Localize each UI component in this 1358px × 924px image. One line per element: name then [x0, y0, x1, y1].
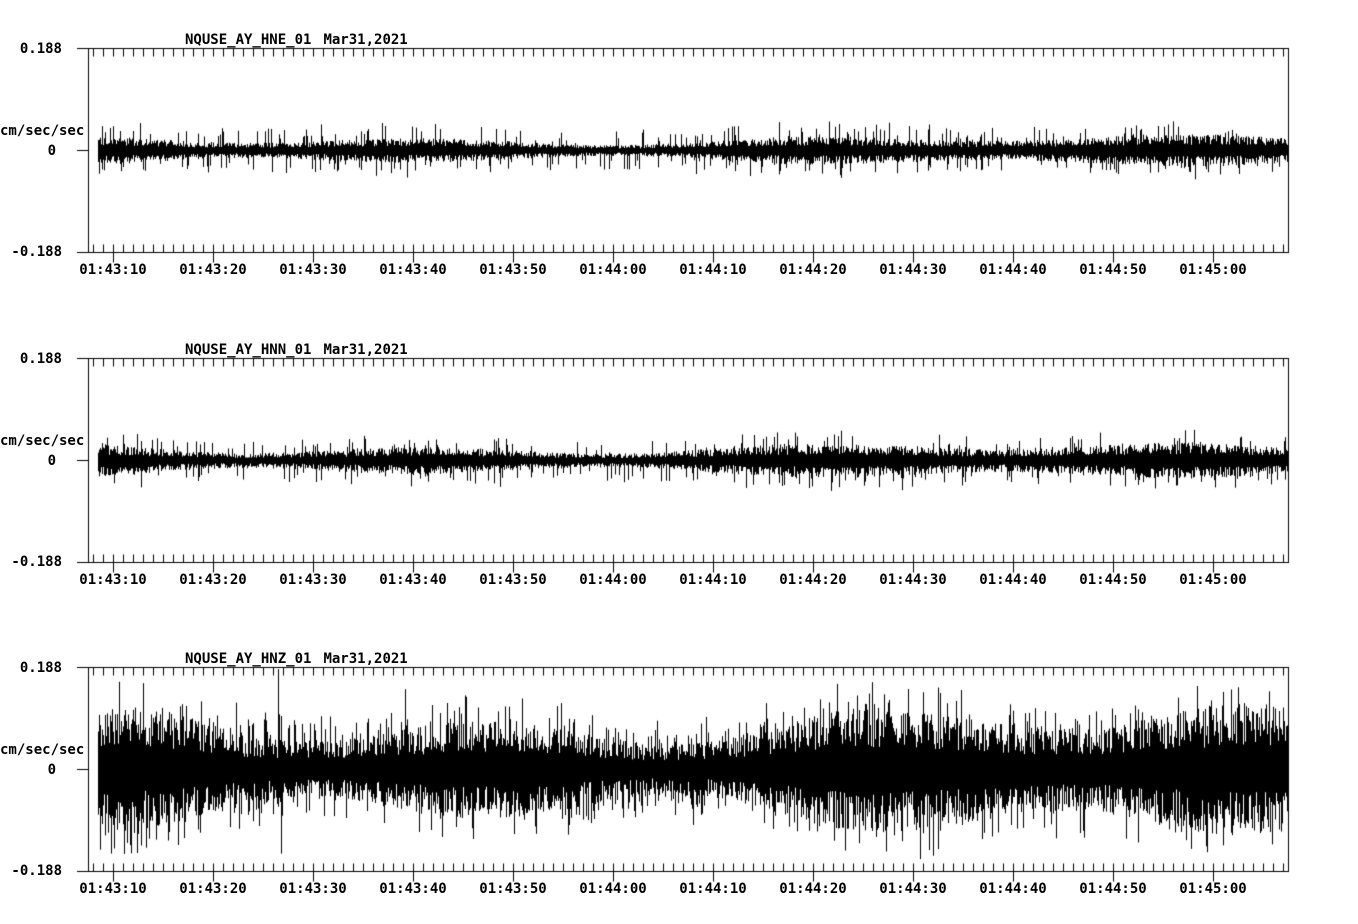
station-channel-label: NQUSE_AY_HNE_01: [185, 32, 312, 48]
x-axis-time-label: 01:44:50: [1079, 572, 1147, 588]
station-channel-label: NQUSE_AY_HNZ_01: [185, 651, 312, 667]
x-axis-time-label: 01:44:20: [779, 262, 847, 278]
ytick-max: 0.188: [19, 351, 62, 367]
x-axis-time-label: 01:43:40: [379, 881, 447, 897]
x-axis-time-label: 01:43:30: [279, 262, 347, 278]
x-axis-time-label: 01:44:30: [879, 572, 947, 588]
x-axis-tick-labels: [63, 881, 1263, 897]
ytick-zero: 0: [47, 762, 56, 778]
ytick-min: -0.188: [11, 244, 62, 260]
x-axis-time-label: 01:43:50: [479, 262, 547, 278]
x-axis-time-label: 01:43:20: [179, 881, 247, 897]
ytick-min: -0.188: [11, 554, 62, 570]
x-axis-time-label: 01:44:50: [1079, 262, 1147, 278]
x-axis-time-label: 01:43:40: [379, 262, 447, 278]
date-label: Mar31,2021: [323, 32, 408, 48]
x-axis-time-label: 01:44:00: [579, 262, 647, 278]
y-axis-unit-label: cm/sec/sec: [0, 742, 85, 758]
x-axis-time-label: 01:44:20: [779, 572, 847, 588]
date-label: Mar31,2021: [323, 342, 408, 358]
x-axis-time-label: 01:44:00: [579, 572, 647, 588]
x-axis-time-label: 01:43:20: [179, 262, 247, 278]
x-axis-time-label: 01:44:00: [579, 881, 647, 897]
panel-title: [185, 342, 408, 358]
x-axis-time-label: 01:44:40: [979, 881, 1047, 897]
date-label: Mar31,2021: [323, 651, 408, 667]
x-axis-time-label: 01:43:10: [79, 881, 147, 897]
ytick-zero: 0: [47, 453, 56, 469]
y-axis-unit-label: cm/sec/sec: [0, 433, 85, 449]
x-axis-time-label: 01:44:40: [979, 262, 1047, 278]
panel-title: [185, 651, 408, 667]
x-axis-time-label: 01:43:30: [279, 572, 347, 588]
x-axis-time-label: 01:44:10: [679, 262, 747, 278]
x-axis-time-label: 01:44:20: [779, 881, 847, 897]
x-axis-time-label: 01:43:40: [379, 572, 447, 588]
x-axis-time-label: 01:43:50: [479, 881, 547, 897]
ytick-min: -0.188: [11, 863, 62, 879]
x-axis-time-label: 01:44:30: [879, 262, 947, 278]
x-axis-tick-labels: [63, 262, 1263, 278]
x-axis-time-label: 01:43:10: [79, 262, 147, 278]
ytick-zero: 0: [47, 143, 56, 159]
x-axis-time-label: 01:44:50: [1079, 881, 1147, 897]
x-axis-time-label: 01:44:10: [679, 881, 747, 897]
x-axis-tick-labels: [63, 572, 1263, 588]
station-channel-label: NQUSE_AY_HNN_01: [185, 342, 312, 358]
seismogram-panel-hne: [0, 0, 1358, 310]
ytick-max: 0.188: [19, 41, 62, 57]
x-axis-time-label: 01:43:20: [179, 572, 247, 588]
x-axis-time-label: 01:43:50: [479, 572, 547, 588]
x-axis-time-label: 01:45:00: [1179, 572, 1247, 588]
seismogram-panel-hnn: [0, 310, 1358, 620]
x-axis-time-label: 01:43:10: [79, 572, 147, 588]
ytick-max: 0.188: [19, 660, 62, 676]
x-axis-time-label: 01:45:00: [1179, 881, 1247, 897]
panel-title: [185, 32, 408, 48]
x-axis-time-label: 01:44:10: [679, 572, 747, 588]
x-axis-time-label: 01:45:00: [1179, 262, 1247, 278]
x-axis-time-label: 01:44:30: [879, 881, 947, 897]
seismogram-panel-hnz: [0, 619, 1358, 924]
y-axis-unit-label: cm/sec/sec: [0, 123, 85, 139]
x-axis-time-label: 01:44:40: [979, 572, 1047, 588]
x-axis-time-label: 01:43:30: [279, 881, 347, 897]
